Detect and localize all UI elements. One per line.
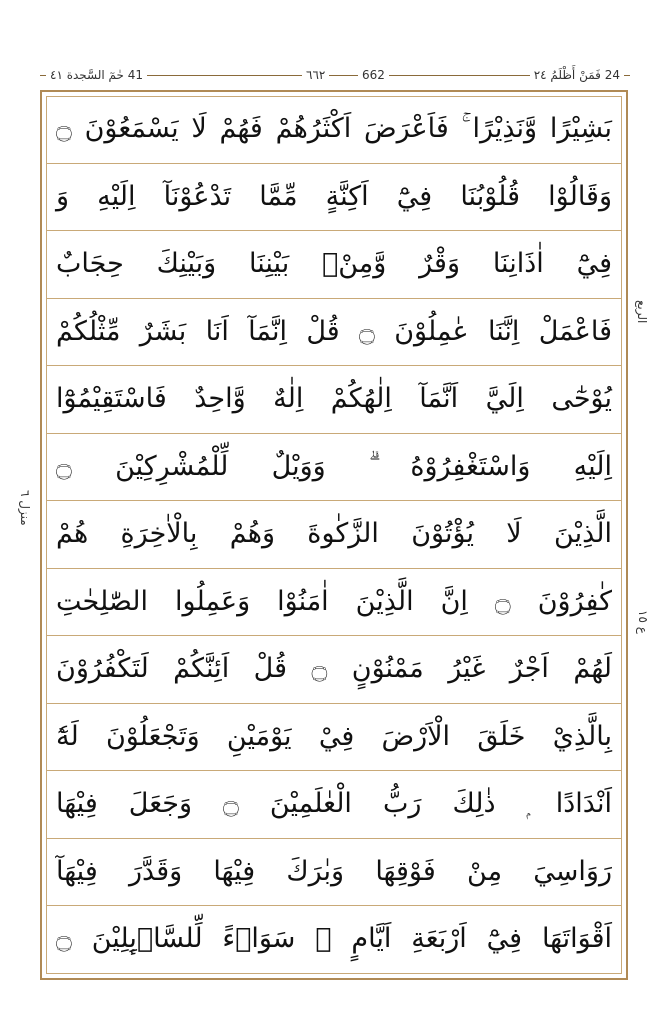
- page-header: [40, 66, 630, 84]
- header-page-number-urdu: ٦٦٢: [302, 66, 329, 84]
- header-surah-label: 41 حٰمٓ السَّجدة ٤١: [46, 66, 147, 84]
- header-juz-label: 24 فَمَنْ أَظْلَمُ ٢٤: [530, 66, 624, 84]
- text-line: لَهُمْ اَجْرٌ غَيْرُ مَمْنُوْنٍ ۝ قُلْ اَئِنَّكُمْ لَتَكْفُرُوْنَ: [46, 636, 622, 704]
- margin-note-manzil: منزل ٦: [18, 490, 32, 526]
- text-line: اَنْدَادًا ۭ ذٰلِكَ رَبُّ الْعٰلَمِيْنَ ۝ وَجَعَلَ فِيْهَا: [46, 771, 622, 839]
- margin-note-rub: الربع: [635, 300, 649, 324]
- text-line: بَشِيْرًا وَّنَذِيْرًا ۚ فَاَعْرَضَ اَكْثَرُهُمْ فَهُمْ لَا يَسْمَعُوْنَ ۝: [46, 96, 622, 164]
- text-line: فِيْٓ اٰذَانِنَا وَقْرٌ وَّمِنْۢ بَيْنِنَا وَبَيْنِكَ حِجَابٌ: [46, 231, 622, 299]
- margin-note-ruku: ع ١٥: [636, 610, 650, 634]
- text-line: وَقَالُوْا قُلُوْبُنَا فِيْٓ اَكِنَّةٍ مِّمَّا تَدْعُوْنَآ اِلَيْهِ وَ: [46, 164, 622, 232]
- text-line: اَقْوَاتَهَا فِيْٓ اَرْبَعَةِ اَيَّامٍ ۭ سَوَاۗءً لِّلسَّاۗىِٕلِيْنَ ۝: [56, 923, 612, 954]
- header-page-number: 662: [358, 66, 389, 84]
- text-line: اِلَيْهِ وَاسْتَغْفِرُوْهُ ۗ وَوَيْلٌ لِّلْمُشْرِكِيْنَ ۝: [46, 434, 622, 502]
- text-line: رَوَاسِيَ مِنْ فَوْقِهَا وَبٰرَكَ فِيْهَا وَقَدَّرَ فِيْهَآ: [46, 839, 622, 907]
- text-line: بِالَّذِيْ خَلَقَ الْاَرْضَ فِيْ يَوْمَيْنِ وَتَجْعَلُوْنَ لَهٗٓ: [46, 704, 622, 772]
- text-line: الَّذِيْنَ لَا يُؤْتُوْنَ الزَّكٰوةَ وَهُمْ بِالْاٰخِرَةِ هُمْ: [46, 501, 622, 569]
- text-line: يُوْحٰٓى اِلَيَّ اَنَّمَآ اِلٰهُكُمْ اِلٰهٌ وَّاحِدٌ فَاسْتَقِيْمُوْٓا: [46, 366, 622, 434]
- text-line: فَاعْمَلْ اِنَّنَا عٰمِلُوْنَ ۝ قُلْ اِنَّمَآ اَنَا بَشَرٌ مِّثْلُكُمْ: [46, 299, 622, 367]
- text-line: كٰفِرُوْنَ ۝ اِنَّ الَّذِيْنَ اٰمَنُوْا وَعَمِلُوا الصّٰلِحٰتِ: [46, 569, 622, 637]
- quran-text-block: [46, 96, 622, 974]
